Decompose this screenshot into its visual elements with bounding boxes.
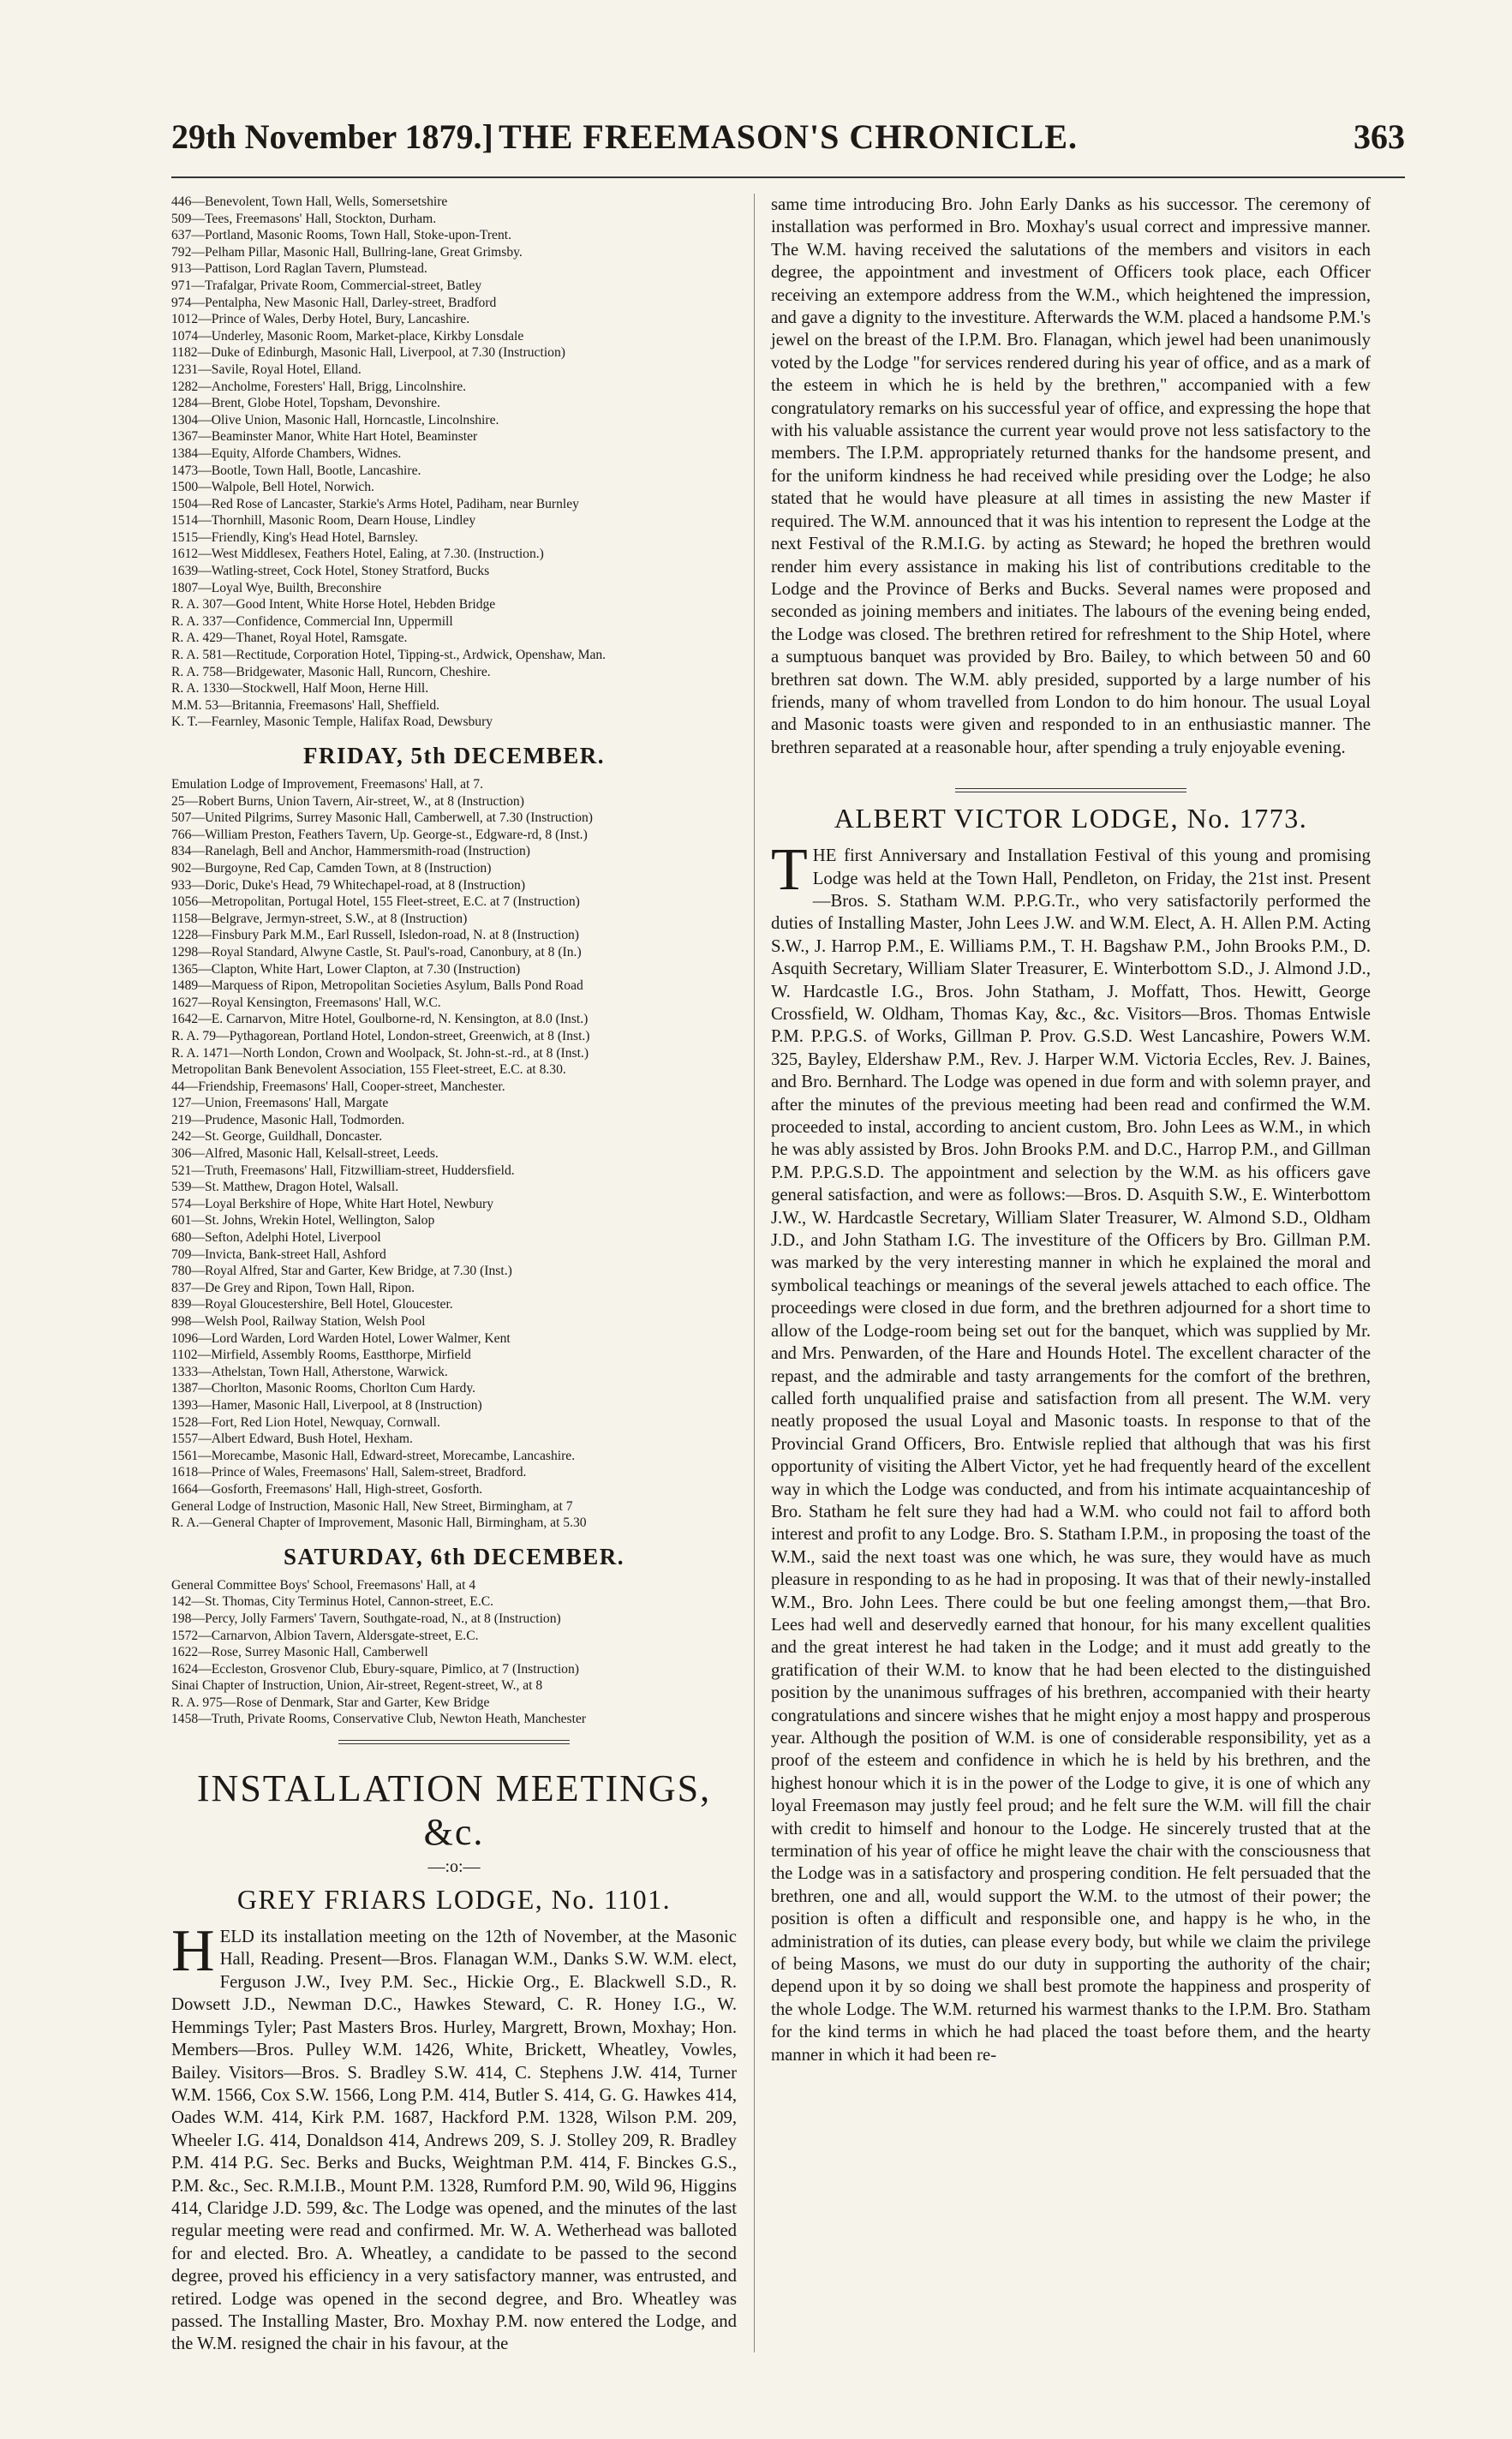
lodge-listing-entry: 574—Loyal Berkshire of Hope, White Hart Hotel, Newbury: [171, 1196, 494, 1211]
lodge-listing-entry: 902—Burgoyne, Red Cap, Camden Town, at 8 (Instruction): [171, 860, 492, 876]
saturday-listings: [171, 1577, 737, 1728]
lodge-listing-entry: 1807—Loyal Wye, Builth, Breconshire: [171, 580, 382, 595]
right-column: [771, 194, 1371, 2066]
lodge-listing-entry: 1231—Savile, Royal Hotel, Elland.: [171, 362, 362, 377]
lodge-listing-entry: 1182—Duke of Edinburgh, Masonic Hall, Liverpool, at 7.30 (Instruction): [171, 345, 565, 361]
lodge-listing-entry: 1514—Thornhill, Masonic Room, Dearn House, Lindley: [171, 513, 476, 529]
lodge-listing-entry: Sinai Chapter of Instruction, Union, Air-street, Regent-street, W., at 8: [171, 1678, 543, 1694]
issue-date: 29th November 1879.]: [171, 117, 493, 156]
ornament-divider: —:o:—: [427, 1857, 481, 1877]
lodge-listing-entry: 1282—Ancholme, Foresters' Hall, Brigg, Lincolnshire.: [171, 379, 467, 394]
lodge-listing-entry: 1627—Royal Kensington, Freemasons' Hall, W.C.: [171, 995, 441, 1010]
header-rule: [171, 176, 1405, 178]
lodge-listing-entry: 521—Truth, Freemasons' Hall, Fitzwilliam-street, Huddersfield.: [171, 1163, 515, 1178]
lodge-listing-entry: 1228—Finsbury Park M.M., Earl Russell, Isledon-road, N. at 8 (Instruction): [171, 928, 579, 943]
lodge-listing-entry: K. T.—Fearnley, Masonic Temple, Halifax Road, Dewsbury: [171, 714, 493, 730]
lodge-listing-entry: 1384—Equity, Alforde Chambers, Widnes.: [171, 445, 402, 461]
grey-friars-text: ELD its installation meeting on the 12th of November, at the Masonic Hall, Reading. Present—Bros. Flanagan W.M., Danks S.W. W.M. elect, Ferguson J.W., Ivey P.M. Sec., Hickie Org., E. Blackwell S.D., R. Dowsett J.D., Newman D.C., Hawkes Steward, C. R. Honey I.G., W. Hemmings Tyler; Past Masters Bros. Hurley, Margrett, Brown, Moxhay; Hon. Members—Bros. Pulley W.M. 1426, White, Brickett, Wheatley, Vowles, Bailey. Visitors—Bros. S. Bradley S.W. 414, C. Stephens J.W. 414, Turner W.M. 1566, Cox S.W. 1566, Long P.M. 414, Butler S. 414, G. G. Hawkes 414, Oades W.M. 414, Kirk P.M. 1687, Hackford P.M. 1328, Wilson P.M. 209, Wheeler I.G. 414, Donaldson 414, Andrews 209, S. J. Stolley 209, R. Bradley P.M. 414 P.G. Sec. Berks and Bucks, Weightman P.M. 414, F. Binckes G.S., P.M. &c., Sec. R.M.I.B., Mount P.M. 1328, Rumford P.M. 90, Wild 96, Higgins 414, Claridge J.D. 599, &c. The Lodge was opened, and the minutes of the last regular meeting were read and confirmed. Mr. W. A. Wetherhead was balloted for and elected. Bro. A. Wheatley, a candidate to be passed to the second degree, proved his efficiency in a very satisfactory manner, was entrusted, and retired. Lodge was opened in the second degree, and Bro. Wheatley was passed. The Installing Master, Bro. Moxhay P.M. now entered the Lodge, and the W.M. resigned the chair in his favour, at the: [171, 1928, 737, 2354]
publication-title: THE FREEMASON'S CHRONICLE.: [498, 117, 1079, 156]
lodge-listing-entry: 680—Sefton, Adelphi Hotel, Liverpool: [171, 1230, 381, 1246]
lodge-listing-entry: 1096—Lord Warden, Lord Warden Hotel, Lower Walmer, Kent: [171, 1330, 511, 1346]
lodge-listing-entry: 1612—West Middlesex, Feathers Hotel, Ealing, at 7.30. (Instruction.): [171, 547, 544, 562]
lodge-listing-entry: 1528—Fort, Red Lion Hotel, Newquay, Cornwall.: [171, 1414, 440, 1430]
lodge-listing-entry: R. A. 307—Good Intent, White Horse Hotel, Hebden Bridge: [171, 597, 496, 613]
grey-friars-article: [171, 1918, 737, 2356]
lodge-listing-entry: 1393—Hamer, Masonic Hall, Liverpool, at 8 (Instruction): [171, 1397, 482, 1413]
lodge-listing-entry: R. A. 429—Thanet, Royal Hotel, Ramsgate.: [171, 631, 408, 646]
lodge-listing-entry: 44—Friendship, Freemasons' Hall, Cooper-street, Manchester.: [171, 1079, 505, 1094]
lodge-listing-entry: 1304—Olive Union, Masonic Hall, Horncastle, Lincolnshire.: [171, 412, 499, 427]
lodge-listing-entry: 1365—Clapton, White Hart, Lower Clapton, at 7.30 (Instruction): [171, 961, 521, 977]
lodge-listing-entry: R. A. 1471—North London, Crown and Woolpack, St. John-st.-rd., at 8 (Inst.): [171, 1045, 589, 1061]
lodge-listing-entry: 1515—Friendly, King's Head Hotel, Barnsley.: [171, 529, 418, 545]
lodge-listing-entry: 509—Tees, Freemasons' Hall, Stockton, Durham.: [171, 211, 437, 226]
lodge-listing-entry: 219—Prudence, Masonic Hall, Todmorden.: [171, 1112, 405, 1127]
lodge-listing-entry: 1561—Morecambe, Masonic Hall, Edward-street, Morecambe, Lancashire.: [171, 1448, 576, 1463]
lodge-listing-entry: 127—Union, Freemasons' Hall, Margate: [171, 1096, 389, 1111]
lodge-listing-entry: Emulation Lodge of Improvement, Freemasons' Hall, at 7.: [171, 777, 483, 792]
lodge-listing-entry: R. A. 975—Rose of Denmark, Star and Garter, Kew Bridge: [171, 1695, 490, 1710]
lodge-listing-entry: General Committee Boys' School, Freemasons' Hall, at 4: [171, 1577, 476, 1593]
lodge-listing-entry: 998—Welsh Pool, Railway Station, Welsh Pool: [171, 1314, 426, 1329]
drop-capital: T: [771, 837, 808, 904]
thursday-listings: [171, 194, 737, 731]
lodge-listing-entry: 1622—Rose, Surrey Masonic Hall, Camberwell: [171, 1645, 428, 1660]
lodge-listing-entry: 709—Invicta, Bank-street Hall, Ashford: [171, 1246, 386, 1262]
grey-friars-title: GREY FRIARS LODGE, No. 1101.: [236, 1884, 672, 1916]
lodge-listing-entry: 792—Pelham Pillar, Masonic Hall, Bullring-lane, Great Grimsby.: [171, 244, 523, 260]
lodge-listing-entry: Metropolitan Bank Benevolent Association, 155 Fleet-street, E.C. at 8.30.: [171, 1062, 566, 1078]
page-header: [171, 117, 1405, 168]
lodge-listing-entry: 242—St. George, Guildhall, Doncaster.: [171, 1129, 383, 1145]
lodge-listing-entry: R. A. 1330—Stockwell, Half Moon, Herne Hill.: [171, 681, 429, 696]
lodge-listing-entry: 142—St. Thomas, City Terminus Hotel, Cannon-street, E.C.: [171, 1594, 494, 1610]
lodge-listing-entry: 507—United Pilgrims, Surrey Masonic Hall, Camberwell, at 7.30 (Instruction): [171, 810, 593, 826]
lodge-listing-entry: 1572—Carnarvon, Albion Tavern, Aldersgate-street, E.C.: [171, 1628, 479, 1643]
lodge-listing-entry: 1473—Bootle, Town Hall, Bootle, Lancashire.: [171, 463, 421, 478]
lodge-listing-entry: 1056—Metropolitan, Portugal Hotel, 155 Fleet-street, E.C. at 7 (Instruction): [171, 894, 580, 910]
lodge-listing-entry: General Lodge of Instruction, Masonic Hall, New Street, Birmingham, at 7: [171, 1498, 573, 1514]
friday-listings: [171, 776, 737, 1532]
left-column: [171, 194, 737, 2356]
lodge-listing-entry: 25—Robert Burns, Union Tavern, Air-street, W., at 8 (Instruction): [171, 793, 524, 809]
albert-victor-text: HE first Anniversary and Installation Festival of this young and promising Lodge was held at the Town Hall, Pendleton, on Friday, the 21st inst. Present—Bros. S. Statham W.M. P.P.G.Tr., who very satisfactorily performed the duties of Installing Master, John Lees J.W. and W.M. Elect, A. H. Allen P.M. Acting S.W., J. Harrop P.M., E. Williams P.M., T. H. Bagshaw P.M., John Brooks P.M., D. Asquith Secretary, William Slater Treasurer, E. Winterbottom S.D., J. Almond J.D., W. Hardcastle I.G., Bros. John Statham, J. Moffatt, Thos. Hewitt, George Crossfield, W. Oldham, Thomas Kay, &c., &c. Visitors—Bros. Thomas Entwisle P.M. P.P.G.S. of Works, Gillman P. Prov. G.S.D. West Lancashire, Powers W.M. 325, Bayley, Eldershaw P.M., Rev. J. Harper W.M. Victoria Eccles, Rev. J. Baines, and Bro. Bernhard. The Lodge was opened in due form and with solemn prayer, and after the minutes of the previous meeting had been read and confirmed the W.M. proceeded to instal, according to ancient custom, Bro. John Lees as W.M., in which he was ably assisted by Bros. John Brooks P.M. and D.C., Harrop P.M., and Gillman P.M. P.P.G.S.D. The appointment and selection by the W.M. as his officers gave general satisfaction, and were as follows:—Bros. D. Asquith S.W., E. Winterbottom J.W., W. Hardcastle Secretary, William Slater Treasurer, W. Almond S.D., Oldham J.D., and John Statham I.G. The investiture of the Officers by Bro. Gillman P.M. was marked by the very interesting manner in which he explained the moral and symbolical teachings or meanings of the several jewels attached to each office. The proceedings were closed in due form, and the brethren adjourned for a short time to allow of the Lodge-room being set out for the banquet, which was supplied by Mr. and Mrs. Penwarden, of the Hare and Hounds Hotel. The excellent character of the repast, and the admirable and tasty arrangements for the comfort of the brethren, called forth unqualified praise and satisfaction from all present. The W.M. very neatly proposed the usual Loyal and Masonic toasts. In response to that of the Provincial Grand Officers, Bro. Entwisle replied that although that was his first opportunity of visiting the Albert Victor, yet he had frequently heard of the excellent way in which the Lodge was conducted, and from his intimate acquaintanceship of Bro. Statham he felt sure they had had a W.M. who could not fail to afford both interest and profit to any Lodge. Bro. S. Statham I.P.M., in proposing the toast of the W.M., said the next toast was one which, he was sure, they would have as much pleasure in responding to as he had in proposing. It was that of their newly-installed W.M., Bro. John Lees. There could be but one feeling amongst them,—that Bro. Lees had well and deservedly earned that honour, for his many excellent qualities and the great interest he had taken in the Lodge; and it must add greatly to the gratification of their W.M. to know that he had been elected to the distinguished position by the unanimous suffrages of his brethren, accompanied with their hearty congratulations and sincere wishes that he might enjoy a most happy and prosperous year. Although the position of W.M. is one of considerable responsibility, yet as a proof of the esteem and confidence in which he is held by his brethren, and the highest honour which it is in the power of the Lodge to give, it is one of which any loyal Freemason may justly feel proud; and he felt sure the W.M. will fill the chair with credit to himself and honour to the Lodge. He sincerely trusted that at the termination of his year of office he might leave the chair with the consciousness that the Lodge was in a satisfactory and prospering condition. He felt persuaded that the brethren, one and all, would support the W.M. to the utmost of their power; the position is often a difficult and responsible one, and happy is he who, in the administration of its duties, can please every body, but while we claim the privilege of being Masons, we must do our duty in supporting the authority of the chair; depend upon it by so doing we shall best promote the happiness and prosperity of the whole Lodge. The W.M. returned his warmest thanks to the I.P.M. Bro. Statham for the kind terms in which he had placed the toast before them, and the hearty manner in which it had been re-: [771, 846, 1371, 2065]
lodge-listing-entry: 933—Doric, Duke's Head, 79 Whitechapel-road, at 8 (Instruction): [171, 877, 526, 893]
lodge-listing-entry: 971—Trafalgar, Private Room, Commercial-street, Batley: [171, 278, 482, 293]
lodge-listing-entry: 1458—Truth, Private Rooms, Conservative Club, Newton Heath, Manchester: [171, 1712, 587, 1727]
lodge-listing-entry: R. A. 79—Pythagorean, Portland Hotel, London-street, Greenwich, at 8 (Inst.): [171, 1028, 590, 1043]
lodge-listing-entry: R. A. 581—Rectitude, Corporation Hotel, Tipping-st., Ardwick, Openshaw, Man.: [171, 648, 607, 663]
lodge-listing-entry: 1102—Mirfield, Assembly Rooms, Eastthorpe, Mirfield: [171, 1348, 471, 1363]
drop-capital: H: [171, 1918, 215, 1985]
lodge-listing-entry: 837—De Grey and Ripon, Town Hall, Ripon.: [171, 1280, 415, 1295]
albert-victor-title: ALBERT VICTOR LODGE, No. 1773.: [834, 803, 1308, 834]
lodge-listing-entry: 1333—Athelstan, Town Hall, Atherstone, Warwick.: [171, 1364, 448, 1379]
lodge-listing-entry: 1664—Gosforth, Freemasons' Hall, High-street, Gosforth.: [171, 1481, 483, 1497]
lodge-listing-entry: 1624—Eccleston, Grosvenor Club, Ebury-square, Pimlico, at 7 (Instruction): [171, 1661, 579, 1677]
lodge-listing-entry: 1489—Marquess of Ripon, Metropolitan Societies Asylum, Balls Pond Road: [171, 978, 583, 994]
article-separator: [955, 788, 1186, 792]
friday-heading: FRIDAY, 5th DECEMBER.: [302, 743, 606, 768]
lodge-listing-entry: 1387—Chorlton, Masonic Rooms, Chorlton Cum Hardy.: [171, 1381, 476, 1396]
albert-victor-article: [771, 837, 1371, 2066]
lodge-listing-entry: R. A. 758—Bridgewater, Masonic Hall, Runcorn, Cheshire.: [171, 664, 491, 679]
lodge-listing-entry: M.M. 53—Britannia, Freemasons' Hall, Sheffield.: [171, 697, 440, 713]
lodge-listing-entry: 1158—Belgrave, Jermyn-street, S.W., at 8 (Instruction): [171, 911, 468, 926]
lodge-listing-entry: 1298—Royal Standard, Alwyne Castle, St. Paul's-road, Canonbury, at 8 (In.): [171, 944, 582, 959]
lodge-listing-entry: 839—Royal Gloucestershire, Bell Hotel, Gloucester.: [171, 1297, 453, 1312]
lodge-listing-entry: 1284—Brent, Globe Hotel, Topsham, Devonshire.: [171, 396, 440, 411]
lodge-listing-entry: 1557—Albert Edward, Bush Hotel, Hexham.: [171, 1432, 413, 1447]
grey-friars-continuation: same time introducing Bro. John Early Danks as his successor. The ceremony of installation was performed in Bro. Moxhay's usual correct and impressive manner. The W.M. having received the salutations of the members and visitors in each degree, the appointment and investment of Officers took place, each Officer receiving an extempore address from the W.M., which heightened the impression, and gave a dignity to the investiture. Afterwards the W.M. placed a handsome P.M.'s jewel on the breast of the I.P.M. Bro. Flanagan, which jewel had been unanimously voted by the Lodge "for services rendered during his year of office, and as a mark of the esteem in which he is held by the brethren," accompanied with a few congratulatory remarks on his successful year of office, and expressing the hope that with his valuable assistance the current year would prove not less satisfactory to the members. The I.P.M. appropriately returned thanks for the handsome present, and for the uniform kindness he had received while presiding over the Lodge; he also stated that he would have pleasure at all times in assisting the new Master if required. The W.M. announced that it was his intention to represent the Lodge at the next Festival of the R.M.I.G. by acting as Steward; he hoped the brethren would render him every assistance in making his list of contributions creditable to the Lodge and the Province of Berks and Bucks. Several names were proposed and seconded as joining members and initiates. The labours of the evening being ended, the Lodge was closed. The brethren retired for refreshment to the Ship Hotel, where a sumptuous banquet was provided by Bro. Bailey, to which between 50 and 60 brethren sat down. The W.M. ably presided, supported by a large number of his friends, many of whom travelled from London to do him honour. The usual Loyal and Masonic toasts were given and responded to in an enthusiastic manner. The brethren separated at a reasonable hour, after spending a truly enjoyable evening.: [771, 195, 1371, 757]
lodge-listing-entry: 1500—Walpole, Bell Hotel, Norwich.: [171, 480, 374, 495]
lodge-listing-entry: 913—Pattison, Lord Raglan Tavern, Plumstead.: [171, 261, 427, 277]
saturday-heading: SATURDAY, 6th DECEMBER.: [283, 1543, 625, 1569]
lodge-listing-entry: 1504—Red Rose of Lancaster, Starkie's Arms Hotel, Padiham, near Burnley: [171, 496, 579, 511]
lodge-listing-entry: 1074—Underley, Masonic Room, Market-place, Kirkby Lonsdale: [171, 328, 524, 344]
lodge-listing-entry: 1367—Beaminster Manor, White Hart Hotel, Beaminster: [171, 429, 478, 445]
lodge-listing-entry: 446—Benevolent, Town Hall, Wells, Somersetshire: [171, 194, 448, 209]
lodge-listing-entry: 306—Alfred, Masonic Hall, Kelsall-street, Leeds.: [171, 1146, 439, 1162]
section-rule: [338, 1740, 570, 1744]
lodge-listing-entry: R. A.—General Chapter of Improvement, Masonic Hall, Birmingham, at 5.30: [171, 1515, 587, 1531]
lodge-listing-entry: R. A. 337—Confidence, Commercial Inn, Uppermill: [171, 613, 453, 629]
lodge-listing-entry: 1639—Watling-street, Cock Hotel, Stoney Stratford, Bucks: [171, 564, 490, 579]
page-number: 363: [1354, 117, 1405, 156]
lodge-listing-entry: 198—Percy, Jolly Farmers' Tavern, Southgate-road, N., at 8 (Instruction): [171, 1611, 561, 1626]
lodge-listing-entry: 637—Portland, Masonic Rooms, Town Hall, Stoke-upon-Trent.: [171, 228, 511, 243]
column-divider: [754, 194, 755, 2352]
installation-meetings-title: INSTALLATION MEETINGS, &c.: [196, 1767, 712, 1854]
lodge-listing-entry: 601—St. Johns, Wrekin Hotel, Wellington, Salop: [171, 1213, 435, 1228]
lodge-listing-entry: 974—Pentalpha, New Masonic Hall, Darley-street, Bradford: [171, 295, 497, 310]
lodge-listing-entry: 834—Ranelagh, Bell and Anchor, Hammersmith-road (Instruction): [171, 844, 531, 859]
lodge-listing-entry: 1012—Prince of Wales, Derby Hotel, Bury, Lancashire.: [171, 312, 470, 327]
lodge-listing-entry: 1618—Prince of Wales, Freemasons' Hall, Salem-street, Bradford.: [171, 1465, 527, 1480]
lodge-listing-entry: 539—St. Matthew, Dragon Hotel, Walsall.: [171, 1180, 399, 1195]
lodge-listing-entry: 766—William Preston, Feathers Tavern, Up. George-st., Edgware-rd, 8 (Inst.): [171, 827, 588, 842]
lodge-listing-entry: 1642—E. Carnarvon, Mitre Hotel, Goulborne-rd, N. Kensington, at 8.0 (Inst.): [171, 1012, 589, 1027]
lodge-listing-entry: 780—Royal Alfred, Star and Garter, Kew Bridge, at 7.30 (Inst.): [171, 1264, 512, 1279]
